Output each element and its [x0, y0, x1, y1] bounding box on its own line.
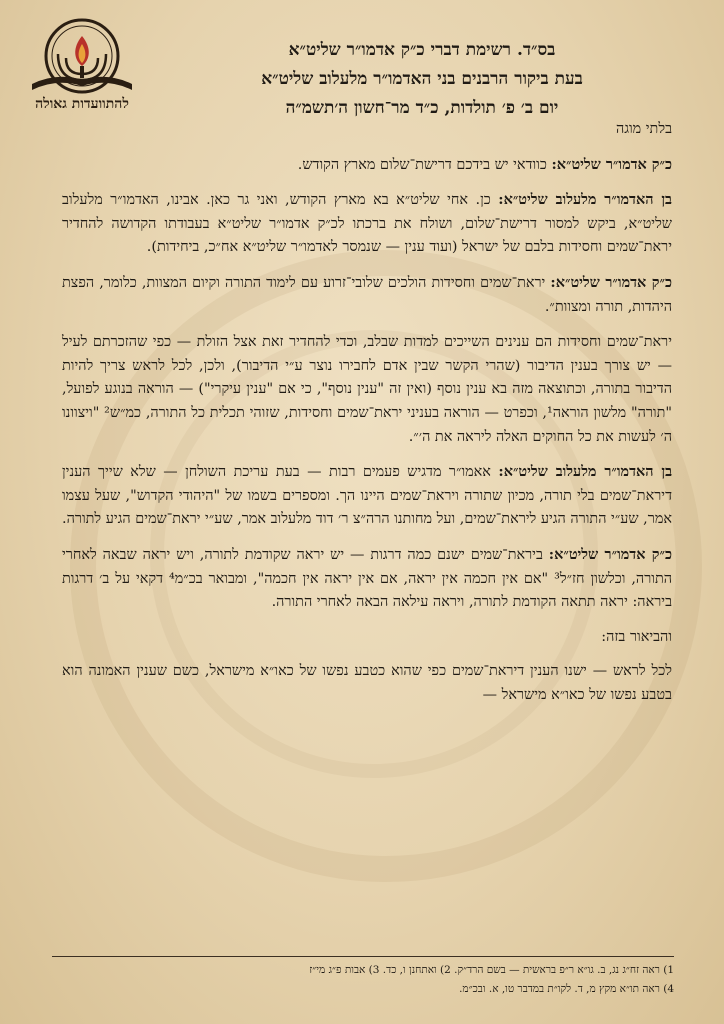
paragraph-text: יראת־שמים וחסידות הולכים שלובי־זרוע עם לימוד התורה וקיום המצוות, כלומר, הפצת היהדות, תורה ומצוות״. — [62, 274, 672, 315]
paragraph-5 — [62, 543, 672, 615]
publisher-logo — [12, 14, 152, 114]
header-line-2: בעת ביקור הרבנים בני האדמו״ר מלעלוב שליט״א — [261, 69, 583, 89]
document-body — [62, 118, 672, 718]
paragraph-1 — [62, 188, 672, 260]
paragraph-0 — [62, 153, 672, 178]
paragraph-text: ביראת־שמים ישנם כמה דרגות — יש יראה שקודמת לתורה, ויש יראה שבאה לאחרי התורה, וכלשון חז״ל³ "אם אין חכמה אין יראה, אם אין יראה אין חכמה", ומבואר בכ״מ⁴ דקאי על ב׳ דרגות ביראה: יראה תתאה הקודמת לתורה, ויראה עילאה הבאה לאחרי התורה. — [62, 546, 672, 611]
paragraph-4 — [62, 460, 672, 532]
speaker-label: בן האדמו״ר מלעלוב שליט״א: — [498, 191, 672, 209]
paragraph-3 — [62, 330, 672, 449]
footnote-line-2: 4) ראה תו״א מקץ מ, ד. לקו״ת במדבר טו, א. ובכ״מ. — [459, 983, 674, 995]
paragraph-text: יראת־שמים וחסידות הם ענינים השייכים למדות שבלב, וכדי להחדיר זאת אצל הזולת — כפי שהזכרתם לעיל — יש צורך בענין הדיבור (שהרי הקשר שבין אדם לחבירו נוצר ע״י הדיבור), ולכן, לכל לראש צריך להיות הדיבור בתורה, וכתוצאה מזה בא ענין נוסף (ואין זה "ענין נוסף", כי אם "ענין עיקרי") — הוראה בנוגע לפועל, "תורה" מלשון הוראה¹, וכפרט — הוראה בעניני יראת־שמים וחסידות, שזוהי תכלית כל התורה, כמ״ש² "ויצוונו ה׳ לעשות את כל החוקים האלה ליראה את ה׳״. — [62, 334, 673, 445]
speaker-label: כ״ק אדמו״ר שליט״א: — [550, 273, 672, 291]
paragraph-text: כן. אחי שליט״א בא מארץ הקודש, ואני גר כאן. אבינו, האדמו״ר מלעלוב שליט״א, ביקש למסור דרישת־שלום, ושולח את ברכתו לכ״ק אדמו״ר שליט״א בעבודתו הקדושה להחדיר יראת־שמים וחסידות בלבם של ישראל (ועוד ענין — שנמסר לאדמו״ר שליט״א אח״כ, ביחידות). — [62, 192, 672, 256]
footnotes — [52, 956, 674, 999]
speaker-label: בן האדמו״ר מלעלוב שליט״א: — [498, 463, 673, 481]
subheading: והביאור בזה: — [601, 628, 672, 645]
paragraph-2 — [62, 271, 672, 319]
document-header — [172, 36, 672, 123]
paragraph-text: אאמו״ר מדגיש פעמים רבות — בעת עריכת השולחן — שלא שייך הענין דיראת־שמים בלי תורה, מכיון שתורה ויראת־שמים היינו הך. ומספרים בשמו של "היהודי הקדוש", שעל עצמו אמר, שע״י התורה הגיע ליראת־שמים, ועל מחותנו הרה״צ ר׳ דוד מלעלוב אמר, שע״י יראת־שמים הגיע לתורה. — [62, 464, 672, 528]
unedited-label: בלתי מוגה — [615, 121, 672, 137]
logo-caption: להתוועדות גאולה — [35, 96, 129, 112]
menorah-book-flame-logo-icon — [12, 14, 152, 96]
speaker-label: כ״ק אדמו״ר שליט״א: — [551, 155, 672, 173]
last-paragraph: לכל לראש — ישנו הענין דיראת־שמים כפי שהוא כטבע נפשו של כאו״א מישראל, כשם שענין האמונה הוא בטבע נפשו של כאו״א מישראל — — [62, 663, 672, 703]
header-line-3: יום ב׳ פ׳ תולדות, כ״ד מר־חשון ה׳תשמ״ה — [285, 98, 559, 118]
speaker-label: כ״ק אדמו״ר שליט״א: — [548, 545, 672, 563]
footnote-line-1: 1) ראה זח״ג נג, ב. גו״א ר״פ בראשית — בשם הרד״ק. 2) ואתחנן ו, כד. 3) אבות פ״ג מי״ז — [309, 964, 674, 976]
paragraph-text: כוודאי יש בידכם דרישת־שלום מארץ הקודש. — [297, 156, 552, 173]
header-line-1: בס״ד. רשימת דברי כ״ק אדמו״ר שליט״א — [288, 40, 556, 60]
